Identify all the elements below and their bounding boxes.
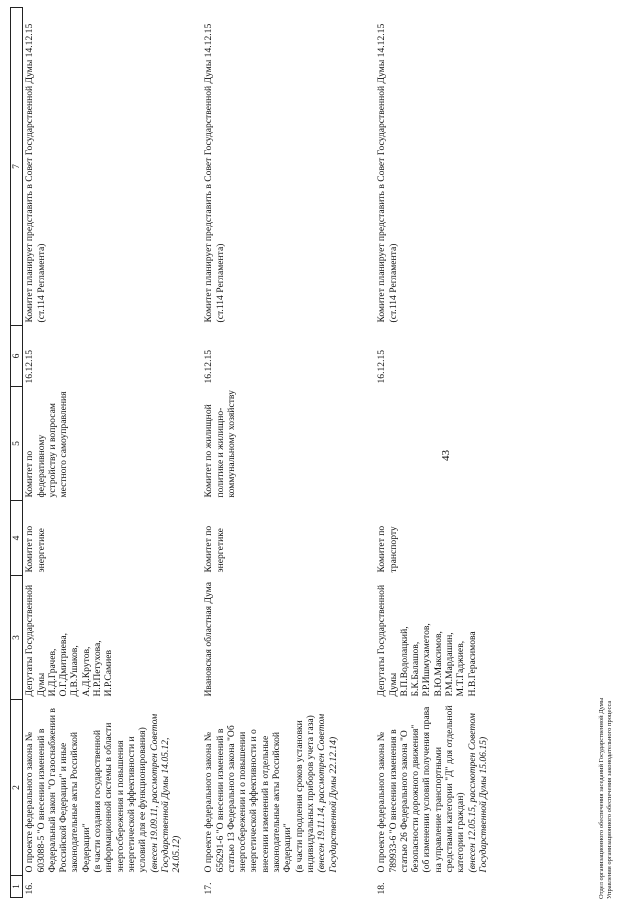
column-header: 5 xyxy=(11,387,23,501)
review-date: 16.12.15 xyxy=(376,349,388,384)
bill-title: О проекте федерального закона № 656291-6 "О внесении изменений в статью 13 Федерального закона "Об энергосбережении и о повышении энергетической эффективности и о внесении изменений в отдельные законодательные акты Российской Федерации" (в части продления сроков установки индивидуальных приборов учета газа) xyxy=(203,715,316,873)
bill-author: Депутаты Государственной Думы И.Д.Грачев, О.Г.Дмитриева, Д.В.Ушаков, А.Д.Крутов, Н.Р.Петухова, И.Р.Самиев xyxy=(24,584,115,697)
bill-author: Депутаты Государственной Думы В.П.Водолацкий, Б.К.Балашов, Р.Р.Ишмухаметов, В.Ю.Максимов, Р.М.Мардашин, М.Т.Гаджиев, Н.В.Герасимова xyxy=(376,584,478,697)
column-header: 7 xyxy=(11,7,23,325)
lead-committee: Комитет по транспорту xyxy=(376,523,399,573)
bill-cell xyxy=(202,700,375,876)
table-row xyxy=(375,7,526,897)
bill-title: О проекте федерального закона № 789933-6 "О внесении изменения в статью 26 Федерального закона "О безопасности дорожного движения" (об изменении условий получения права на управление транспортными средствами категории "Д" для отдельной категории граждан) xyxy=(376,705,467,873)
lead-committee: Комитет по энергетике xyxy=(203,523,226,573)
committee-plan: Комитет планирует представить в Совет Государственной Думы 14.12.15 (ст.114 Регламента) xyxy=(203,23,226,323)
row-number: 17. xyxy=(203,882,215,895)
column-header: 3 xyxy=(11,576,23,700)
table-row xyxy=(23,7,203,897)
review-date: 16.12.15 xyxy=(24,349,36,384)
table-header-row xyxy=(11,7,23,897)
lead-committee: Комитет по энергетике xyxy=(24,523,47,573)
bill-note: (внесен 19.09.11, рассмотрен Советом Государственной Думы 14.05.12, 24.05.12) xyxy=(148,711,183,873)
committee-plan: Комитет планирует представить в Совет Государственной Думы 14.12.15 (ст.114 Регламента) xyxy=(24,23,47,323)
co-committee: Комитет по жилищной политике и жилищно-коммунальному хозяйству xyxy=(203,390,237,498)
footer-note xyxy=(598,698,614,899)
column-header: 4 xyxy=(11,501,23,576)
row-number: 16. xyxy=(24,882,36,895)
footer-line: Отдел организационного обеспечения заседаний Государственной Думы xyxy=(598,697,605,899)
footer-line: Управления организационного обеспечения законодательного процесса xyxy=(606,700,613,899)
table-row xyxy=(202,7,375,897)
page-number: 43 xyxy=(440,450,452,461)
bill-title: О проекте федерального закона № 603088-5 "О внесении изменений в Федеральный закон "О газоснабжении в Российской Федерации" и иные законодательные акты Российской Федерации" (в части создания государственной информационной системы в области энергосбережения и повышения энергетической эффективности и условий для ее функционирования) xyxy=(24,708,149,873)
bill-note: (внесен 19.11.14, рассмотрен Советом Государственной Думы 22.12.14) xyxy=(316,711,339,873)
committee-plan: Комитет планирует представить в Совет Государственной Думы 14.12.15 (ст.114 Регламента) xyxy=(376,23,399,323)
column-header: 2 xyxy=(11,700,23,876)
co-committee: Комитет по федеративному устройству и вопросам местного самоуправления xyxy=(24,391,70,498)
column-header: 6 xyxy=(11,326,23,387)
bill-author: Ивановская областная Дума xyxy=(203,582,215,697)
bill-cell xyxy=(23,700,203,876)
bill-note: (внесен 12.05.15, рассмотрен Советом Государственной Думы 15.06.15) xyxy=(466,710,489,873)
column-header: 1 xyxy=(11,876,23,898)
row-number: 18. xyxy=(376,882,388,895)
bills-table xyxy=(10,7,526,898)
review-date: 16.12.15 xyxy=(203,349,215,384)
bill-cell xyxy=(375,700,526,876)
